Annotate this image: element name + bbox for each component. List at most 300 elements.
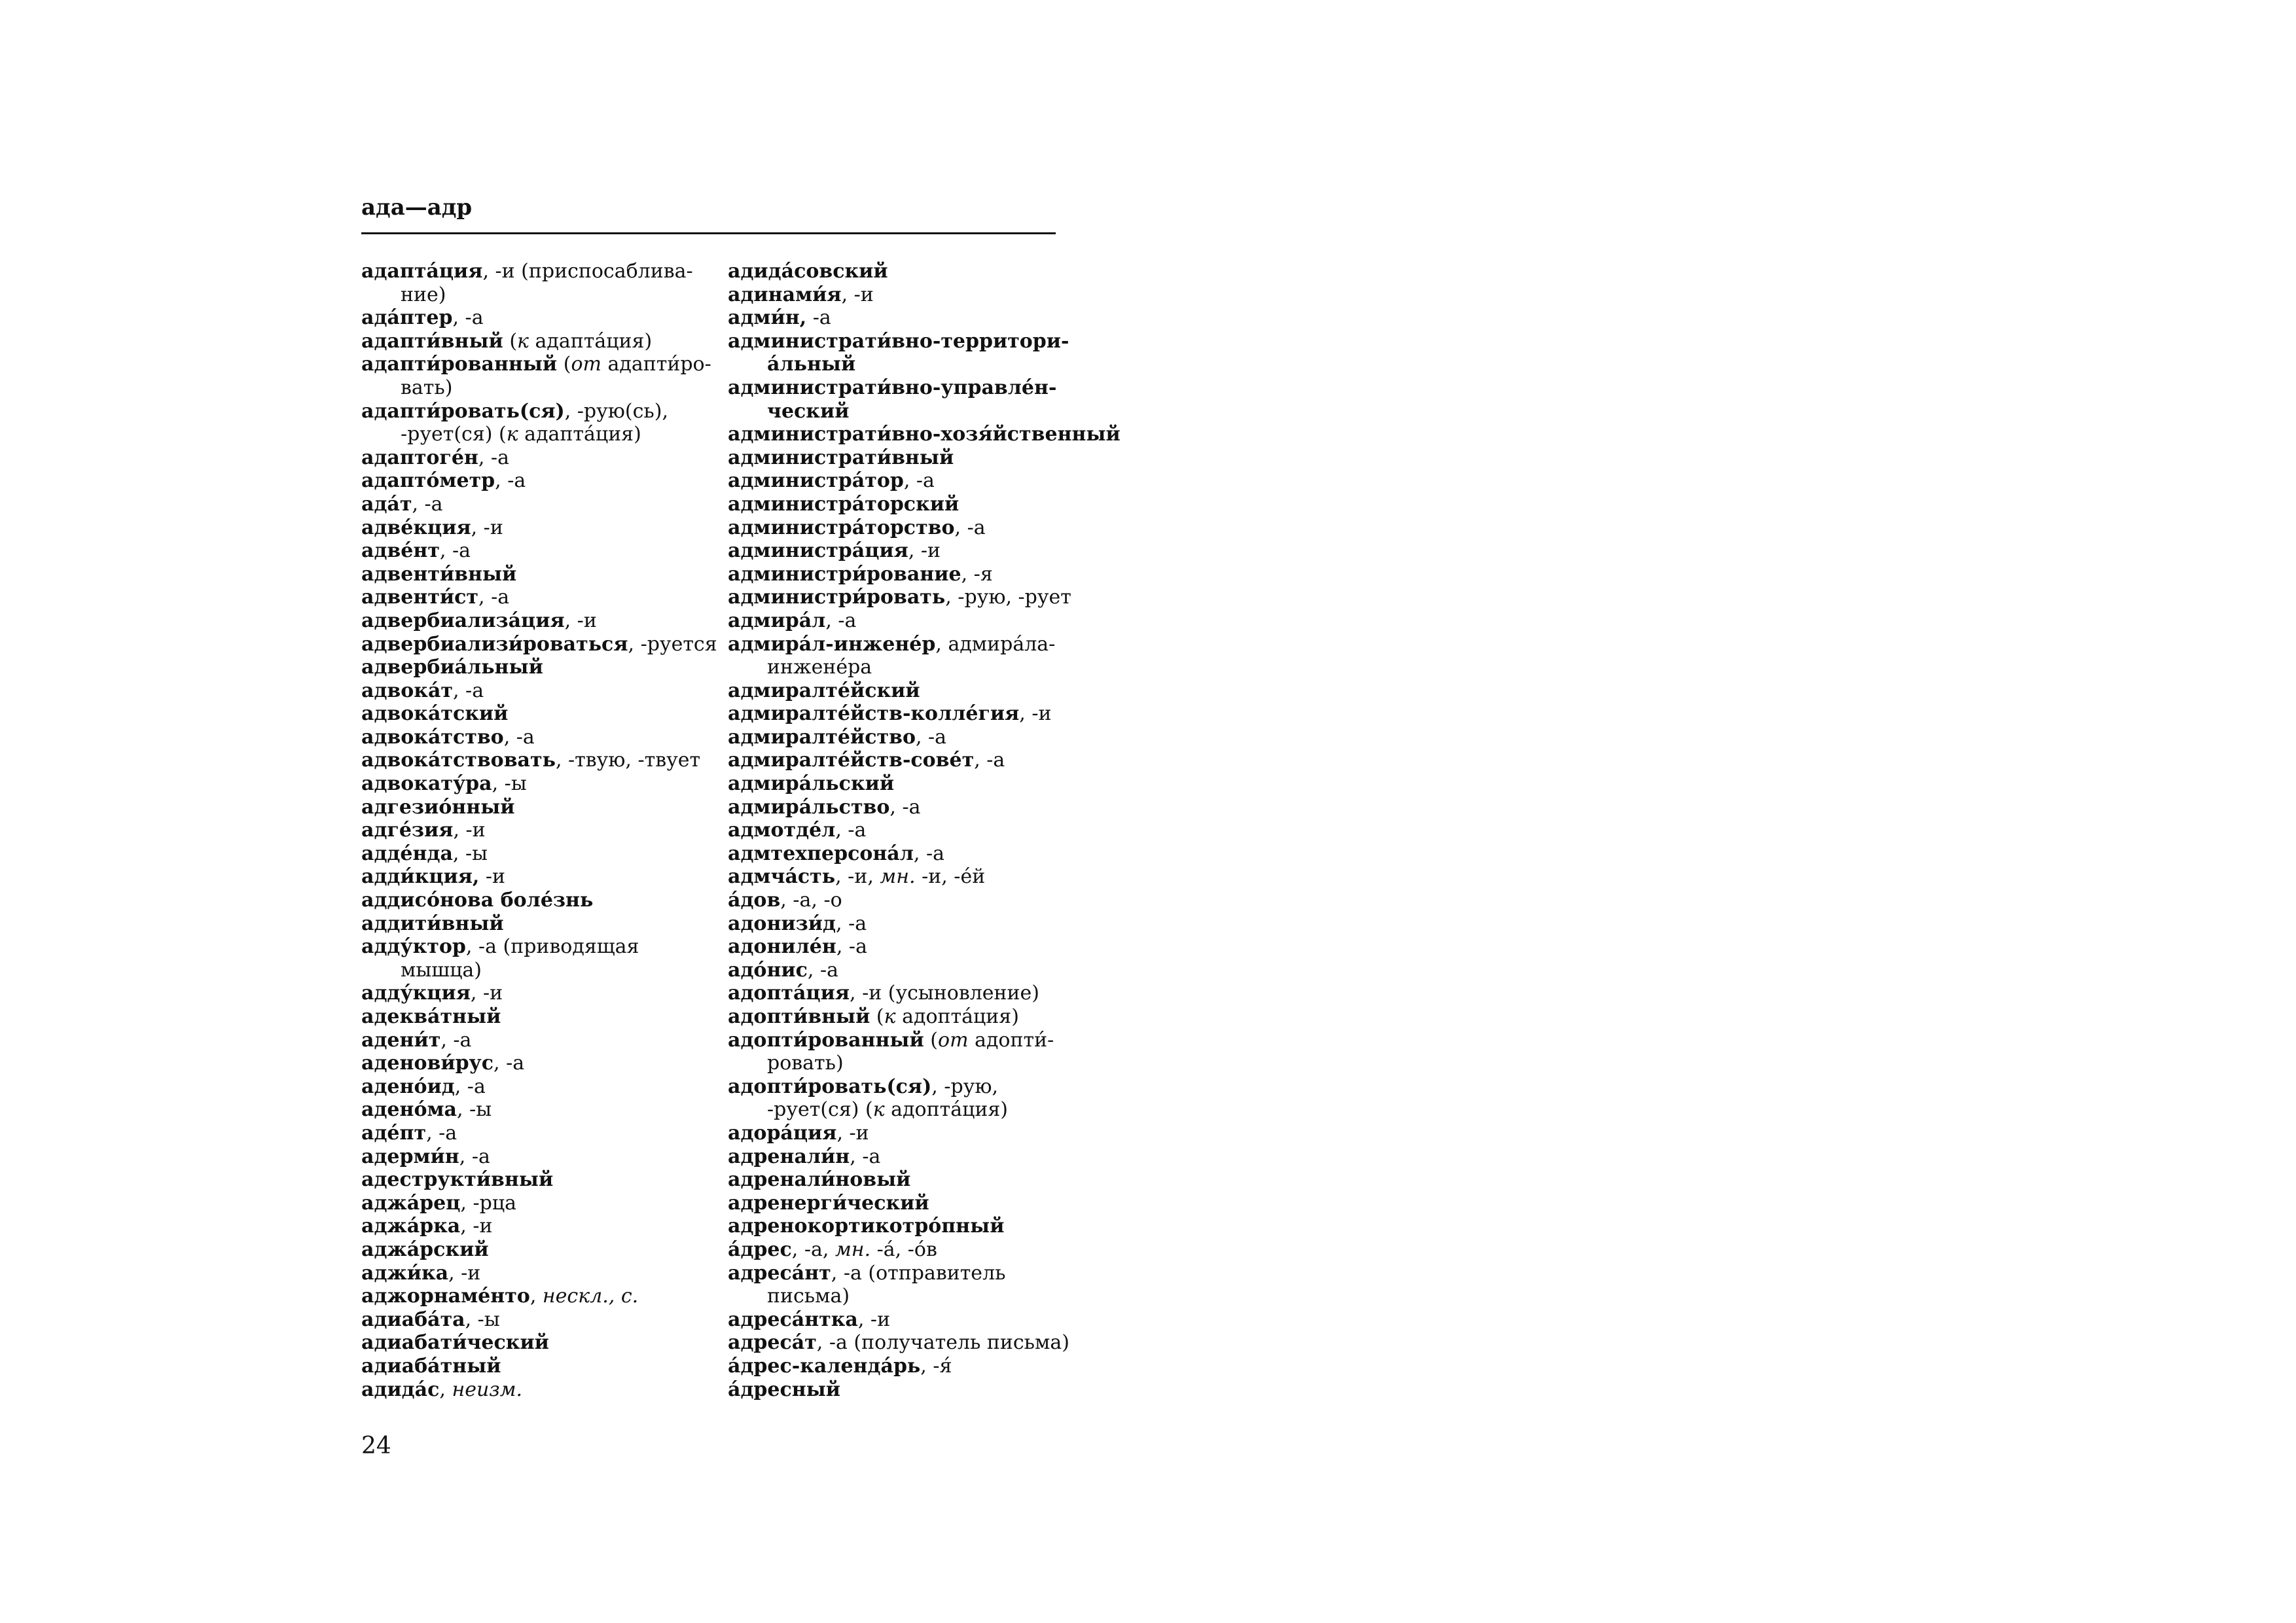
dictionary-entry: [361, 865, 728, 889]
entry-line: [728, 1355, 1094, 1378]
dictionary-entry: [728, 1029, 1094, 1075]
headword: администри́рование: [728, 562, 961, 586]
entry-continuation-line: [728, 656, 1094, 679]
dictionary-entry: [361, 493, 728, 516]
dictionary-entry: [361, 539, 728, 563]
entry-line: [728, 563, 1094, 586]
dictionary-entry: [728, 330, 1094, 376]
entry-line: [361, 1122, 728, 1145]
dictionary-entry: [728, 749, 1094, 772]
entry-text: , -и: [841, 283, 874, 306]
headword: адвока́тский: [361, 702, 509, 726]
grammar-note: мн.: [880, 865, 916, 889]
entry-text: , -а: [835, 819, 867, 842]
headword: а́дресный: [728, 1378, 841, 1401]
headword: адопта́ция: [728, 982, 850, 1005]
entry-line: [728, 330, 1094, 353]
dictionary-entry: [361, 306, 728, 330]
dictionary-entry: [361, 656, 728, 679]
headword: адмира́льский: [728, 772, 895, 796]
dictionary-entry: [361, 982, 728, 1005]
entry-line: [361, 1005, 728, 1029]
entry-text: , -а: [439, 539, 471, 563]
entry-text: , -а (получатель письма): [816, 1331, 1069, 1355]
dictionary-entry: [728, 516, 1094, 540]
header-rule: [361, 232, 1056, 234]
entry-text: -а́, -о́в: [870, 1238, 937, 1261]
entry-line: [728, 260, 1094, 283]
headword: адгезио́нный: [361, 795, 515, 819]
headword: аджа́рка: [361, 1215, 461, 1238]
entry-text: , -рую,: [931, 1075, 998, 1098]
entry-text: вать): [401, 376, 453, 399]
entry-line: [361, 912, 728, 936]
entry-text: , -а (отправитель: [831, 1261, 1006, 1285]
entry-text: адопти́-: [968, 1028, 1054, 1052]
entry-line: [728, 1029, 1094, 1052]
entry-continuation-line: [361, 376, 728, 400]
entry-line: [361, 469, 728, 493]
grammar-note: от: [938, 1028, 969, 1052]
entry-line: [728, 889, 1094, 912]
dictionary-entry: [361, 260, 728, 306]
entry-continuation-line: [361, 283, 728, 307]
dictionary-entry: [361, 1238, 728, 1262]
entry-text: адопта́ция): [884, 1098, 1008, 1122]
headword: адерми́н: [361, 1145, 459, 1168]
entry-line: [361, 400, 728, 423]
dictionary-entry: [728, 772, 1094, 796]
entry-line: [728, 749, 1094, 772]
entry-text: , -и: [470, 982, 503, 1005]
headword: адде́нда: [361, 842, 453, 865]
headword: адвокату́ра: [361, 772, 492, 796]
entry-text: , -а: [426, 1121, 457, 1145]
entry-text: , -и,: [835, 865, 880, 889]
dictionary-entry: [361, 819, 728, 842]
headword: адопти́ровать(ся): [728, 1075, 932, 1098]
headword: адиаба́та: [361, 1308, 465, 1331]
entry-text: , -а: [452, 679, 484, 702]
entry-line: [361, 726, 728, 749]
entry-text: , -а: [495, 469, 526, 493]
dictionary-entry: [361, 446, 728, 470]
dictionary-entry: [728, 1331, 1094, 1355]
entry-text: -и: [479, 865, 506, 889]
dictionary-entry: [361, 726, 728, 749]
entry-line: [361, 982, 728, 1005]
dictionary-entry: [728, 633, 1094, 679]
dictionary-entry: [728, 982, 1094, 1005]
entry-text: , -а: [836, 912, 867, 935]
entry-line: [361, 446, 728, 470]
headword: адонизи́д: [728, 912, 836, 935]
entry-text: адапта́ция): [518, 423, 641, 446]
entry-line: [361, 353, 728, 376]
entry-text: , -руется: [628, 632, 717, 656]
entry-line: [728, 469, 1094, 493]
entry-line: [361, 1262, 728, 1285]
entry-text: , -я: [961, 562, 993, 586]
headword: ада́птер: [361, 306, 453, 330]
headword: адапти́ровать(ся): [361, 399, 565, 423]
dictionary-entry: [728, 563, 1094, 586]
dictionary-entry: [728, 726, 1094, 749]
entry-line: [728, 819, 1094, 842]
dictionary-entry: [361, 1378, 728, 1402]
dictionary-entry: [728, 1005, 1094, 1029]
headword: а́дрес: [728, 1238, 792, 1261]
headword: аджа́рский: [361, 1238, 489, 1261]
headword: адвока́тствовать: [361, 749, 556, 772]
dictionary-entry: [361, 702, 728, 726]
headword: адреса́нт: [728, 1261, 831, 1285]
entry-line: [728, 1262, 1094, 1285]
entry-line: [728, 539, 1094, 563]
entry-line: [728, 306, 1094, 330]
headword: адми́н,: [728, 306, 807, 330]
dictionary-entry: [728, 702, 1094, 726]
dictionary-entry: [728, 1075, 1094, 1122]
entry-continuation-line: [361, 959, 728, 982]
entry-text: , -а: [954, 516, 986, 539]
headword: ческий: [767, 399, 850, 423]
entry-line: [361, 679, 728, 703]
entry-text: ,: [529, 1285, 543, 1308]
dictionary-entry: [728, 935, 1094, 959]
headword: администра́торский: [728, 492, 960, 516]
headword: аддити́вный: [361, 912, 504, 935]
entry-text: , -я́: [920, 1354, 952, 1378]
entry-line: [361, 539, 728, 563]
headword: адмтехперсона́л: [728, 842, 914, 865]
entry-text: ние): [401, 283, 446, 306]
dictionary-entry: [361, 330, 728, 353]
entry-text: , -а: [825, 609, 857, 632]
entry-text: инжене́ра: [767, 656, 872, 679]
headword: адмиралте́йский: [728, 679, 920, 702]
entry-text: , -а: [459, 1145, 490, 1168]
entry-line: [361, 1215, 728, 1238]
entry-text: , -а: [454, 1075, 486, 1098]
dictionary-entry: [728, 1308, 1094, 1332]
entry-line: [728, 796, 1094, 819]
entry-line: [728, 1238, 1094, 1262]
entry-line: [361, 493, 728, 516]
grammar-note: мн.: [834, 1238, 871, 1261]
entry-text: , -а: [903, 469, 935, 493]
headword: а́дов: [728, 889, 781, 912]
headword: адмиралте́йство: [728, 725, 916, 749]
headword: адге́зия: [361, 819, 454, 842]
dictionary-entry: [728, 1192, 1094, 1215]
headword: адинами́я: [728, 283, 842, 306]
entry-text: мышца): [401, 958, 482, 982]
headword: адопти́рованный: [728, 1028, 924, 1052]
entry-line: [361, 819, 728, 842]
column-right: [728, 260, 1121, 1401]
dictionary-entry: [361, 609, 728, 633]
dictionary-entry: [361, 633, 728, 656]
headword: адида́с: [361, 1378, 440, 1401]
entry-line: [361, 1238, 728, 1262]
entry-text: , -а: [412, 492, 443, 516]
entry-text: , -ы: [457, 1098, 492, 1122]
entry-line: [728, 609, 1094, 633]
dictionary-entry: [361, 400, 728, 446]
entry-continuation-line: [728, 1098, 1094, 1122]
headword: адренали́новый: [728, 1168, 911, 1192]
dictionary-entry: [728, 260, 1094, 283]
entry-text: , -а: [915, 725, 947, 749]
entry-line: [361, 260, 728, 283]
dictionary-entry: [728, 796, 1094, 819]
entry-line: [728, 633, 1094, 656]
entry-line: [361, 1075, 728, 1099]
entry-line: [728, 1215, 1094, 1238]
grammar-note: к: [884, 1005, 896, 1028]
dictionary-entry: [728, 889, 1094, 912]
entry-text: , -а, -о: [780, 889, 842, 912]
dictionary-entry: [728, 1168, 1094, 1192]
dictionary-entry: [361, 772, 728, 796]
dictionary-entry: [728, 1145, 1094, 1169]
entry-text: , -и: [908, 539, 941, 563]
entry-text: , -а: [913, 842, 945, 865]
entry-text: (: [924, 1028, 939, 1052]
dictionary-entry: [728, 1215, 1094, 1238]
headword: адмира́льство: [728, 795, 890, 819]
headword: адапти́рованный: [361, 353, 558, 376]
entry-line: [361, 1331, 728, 1355]
headword: администра́ция: [728, 539, 908, 563]
entry-line: [728, 586, 1094, 609]
headword: адду́ктор: [361, 935, 466, 959]
entry-line: [361, 609, 728, 633]
entry-line: [361, 1285, 728, 1308]
entry-line: [361, 1052, 728, 1075]
headword: адапто́метр: [361, 469, 495, 493]
entry-continuation-line: [728, 353, 1094, 376]
entry-text: , -рую, -рует: [945, 586, 1071, 609]
headword: адреса́т: [728, 1331, 817, 1355]
entry-text: , -ы: [492, 772, 527, 796]
grammar-note: неизм.: [452, 1378, 523, 1401]
entry-line: [728, 1145, 1094, 1169]
dictionary-entry: [361, 1005, 728, 1029]
entry-line: [728, 1331, 1094, 1355]
entry-line: [361, 656, 728, 679]
dictionary-entry: [728, 1355, 1094, 1378]
dictionary-entry: [728, 865, 1094, 889]
entry-text: , -ы: [465, 1308, 500, 1331]
dictionary-entry: [361, 912, 728, 936]
entry-continuation-line: [728, 400, 1094, 423]
headword: адреса́нтка: [728, 1308, 858, 1331]
headword: адеква́тный: [361, 1005, 501, 1028]
dictionary-entry: [361, 586, 728, 609]
entry-text: , -а: [807, 958, 839, 982]
headword: адиабати́ческий: [361, 1331, 549, 1355]
dictionary-entry: [728, 679, 1094, 703]
entry-line: [728, 935, 1094, 959]
entry-text: , -а: [836, 935, 867, 959]
dictionary-entry: [361, 1122, 728, 1145]
dictionary-entry: [728, 446, 1094, 470]
entry-text: адапти́ро-: [601, 353, 711, 376]
entry-text: (: [503, 329, 518, 353]
entry-line: [728, 376, 1094, 400]
entry-text: , -а: [850, 1145, 881, 1168]
headword: адониле́н: [728, 935, 836, 959]
entry-line: [728, 842, 1094, 866]
entry-text: , -твую, -твует: [555, 749, 701, 772]
headword: адено́ид: [361, 1075, 455, 1098]
headword: адвока́т: [361, 679, 453, 702]
headword: адвенти́ст: [361, 586, 479, 609]
entry-line: [361, 796, 728, 819]
entry-text: (: [557, 353, 571, 376]
entry-continuation-line: [361, 423, 728, 446]
dictionary-entry: [361, 1192, 728, 1215]
entry-line: [361, 633, 728, 656]
entry-text: ,: [439, 1378, 452, 1401]
dictionary-entry: [361, 1075, 728, 1099]
entry-line: [728, 959, 1094, 982]
dictionary-entry: [728, 912, 1094, 936]
entry-continuation-line: [728, 1285, 1094, 1308]
dictionary-entry: [361, 1285, 728, 1308]
headword: адени́т: [361, 1028, 441, 1052]
headword: адида́совский: [728, 260, 888, 283]
headword: адренерги́ческий: [728, 1191, 929, 1215]
page-number: 24: [361, 1433, 391, 1459]
headword: адвока́тство: [361, 725, 504, 749]
headword: администри́ровать: [728, 586, 946, 609]
entry-line: [728, 912, 1094, 936]
entry-text: , -а: [452, 306, 484, 330]
grammar-note: от: [571, 353, 601, 376]
dictionary-entry: [361, 842, 728, 866]
entry-line: [361, 1029, 728, 1052]
headword: адвербиа́льный: [361, 656, 543, 679]
dictionary-entry: [728, 1378, 1094, 1402]
entry-text: , -а (приводящая: [465, 935, 639, 959]
headword: адопти́вный: [728, 1005, 870, 1028]
dictionary-entry: [361, 1145, 728, 1169]
headword: адора́ция: [728, 1121, 837, 1145]
dictionary-entry: [361, 1098, 728, 1122]
dictionary-entry: [361, 889, 728, 912]
headword: администра́тор: [728, 469, 904, 493]
entry-text: , -ы: [452, 842, 488, 865]
entry-line: [728, 1075, 1094, 1099]
headword: адвенти́вный: [361, 562, 517, 586]
headword: ада́т: [361, 492, 412, 516]
entry-line: [728, 702, 1094, 726]
headword: а́дрес-календа́рь: [728, 1354, 921, 1378]
dictionary-entry: [361, 1308, 728, 1332]
entry-line: [728, 1122, 1094, 1145]
entry-line: [361, 772, 728, 796]
headword: адмира́л: [728, 609, 826, 632]
entry-text: ровать): [767, 1052, 844, 1075]
entry-line: [361, 842, 728, 866]
dictionary-entry: [361, 1262, 728, 1285]
headword: адеструкти́вный: [361, 1168, 554, 1192]
entry-text: , -и (приспосаблива-: [482, 260, 693, 283]
entry-line: [728, 493, 1094, 516]
entry-line: [361, 935, 728, 959]
headword: адиаба́тный: [361, 1354, 501, 1378]
entry-line: [361, 1378, 728, 1402]
dictionary-entry: [728, 376, 1094, 423]
entry-text: адопта́ция): [895, 1005, 1019, 1028]
entry-line: [361, 586, 728, 609]
dictionary-entry: [728, 283, 1094, 307]
entry-text: (: [870, 1005, 884, 1028]
column-left: [361, 260, 728, 1401]
entry-text: , -и: [471, 516, 503, 539]
entry-text: -рует(ся) (: [401, 423, 507, 446]
dictionary-entry: [361, 679, 728, 703]
headword: адвербиализи́роваться: [361, 632, 628, 656]
dictionary-entry: [728, 819, 1094, 842]
headword: аддисо́нова боле́знь: [361, 889, 594, 912]
dictionary-entry: [728, 469, 1094, 493]
entry-text: -и, -е́й: [915, 865, 986, 889]
entry-line: [361, 1168, 728, 1192]
dictionary-entry: [361, 935, 728, 982]
entry-line: [361, 1145, 728, 1169]
entry-text: -а: [806, 306, 831, 330]
headword: администрати́вно-территори-: [728, 329, 1069, 353]
entry-line: [728, 283, 1094, 307]
dictionary-entry: [361, 1029, 728, 1052]
entry-text: адапта́ция): [528, 329, 653, 353]
headword: адапти́вный: [361, 329, 503, 353]
dictionary-entry: [361, 1331, 728, 1355]
dictionary-entry: [361, 1215, 728, 1238]
grammar-note: к: [517, 329, 529, 353]
entry-line: [361, 1098, 728, 1122]
dictionary-entry: [728, 842, 1094, 866]
dictionary-entry: [728, 493, 1094, 516]
entry-line: [361, 1355, 728, 1378]
dictionary-entry: [728, 539, 1094, 563]
entry-text: , -а: [478, 586, 510, 609]
entry-line: [728, 1192, 1094, 1215]
entry-text: , -и: [1019, 702, 1052, 726]
headword: администрати́вно-хозя́йственный: [728, 423, 1121, 446]
entry-text: , -а,: [791, 1238, 835, 1261]
entry-line: [728, 982, 1094, 1005]
entry-text: , адмира́ла-: [935, 632, 1056, 656]
entry-line: [728, 726, 1094, 749]
dictionary-entry: [728, 1122, 1094, 1145]
entry-text: , -а: [478, 446, 509, 469]
grammar-note: нескл., с.: [542, 1285, 639, 1308]
dictionary-entry: [361, 516, 728, 540]
headword: администрати́вный: [728, 446, 954, 469]
dictionary-entry: [361, 1052, 728, 1075]
entry-text: , -а: [493, 1052, 525, 1075]
headword: адренокортикотро́пный: [728, 1215, 1005, 1238]
entry-line: [728, 679, 1094, 703]
headword: адаптоге́н: [361, 446, 478, 469]
entry-text: , -и: [857, 1308, 891, 1331]
dictionary-entry: [361, 353, 728, 399]
